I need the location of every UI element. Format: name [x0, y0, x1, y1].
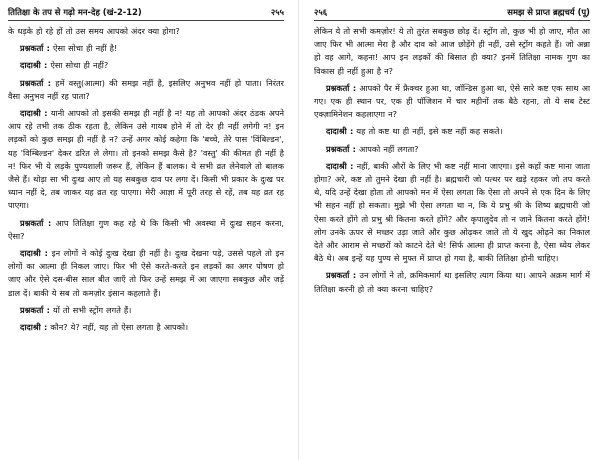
paragraph	[314, 143, 590, 156]
paragraph-text: यों तो सभी स्ट्रोंग लगते हैं।	[49, 304, 132, 315]
left-page-body	[8, 25, 284, 334]
paragraph-text: नहीं, बाकी औरों के लिए भी कष्ट नहीं माना जाएगा। इसे कहाँ कष्ट माना जाता होगा? अरे, कष्ट तो तुमने देखा ही नहीं है। ब्रह्मचारी जो पत्थर पर खड़े रहकर जो तप करते थे, यदि उन्हें देखा होता तो आपको मन में ऐसा लगता कि ऐसा तो अपने से एक दिन के लिए भी सहन नहीं हो सकता। मुझे भी ऐसा लगता था न, कि ये प्रभु श्री के शिष्य ब्रह्मचारी जो ऐसा करते होंगे तो प्रभु श्री कितना करते होंगे? और कृपालुदेव तो न जाने कितना करते होंगे! लोग उनके ऊपर से मच्छर उड़ा जाते और कुछ ओढ़कर जाते तो ये खुद ओढ़ने का निकाल देते और आराम से मच्छरों को काटने देते थे! सिर्फ आत्मा ही प्राप्त करना है, ऐसा ध्येय लेकर बैठे थे। अब इन्हें यह पुण्य से मुफ्त में प्राप्त हो गया है, बाकी तितिक्षा होनी चाहिए।	[314, 160, 590, 264]
paragraph	[314, 160, 590, 266]
paragraph-text: हमें वस्तु(आत्मा) की समझ नहीं है, इसलिए अनुभव नहीं हो पाता। निरंतर वैसा अनुभव नहीं रह पाता?	[8, 77, 284, 101]
speaker-label: प्रश्नकर्ता :	[20, 217, 52, 228]
speaker-label: दादाश्री :	[326, 126, 354, 137]
paragraph	[8, 25, 284, 38]
paragraph	[8, 321, 284, 334]
speaker-label: प्रश्नकर्ता :	[326, 82, 357, 93]
page-gutter	[298, 0, 299, 460]
left-page-number: २५५	[270, 7, 284, 17]
paragraph	[314, 269, 590, 295]
paragraph	[8, 107, 284, 213]
speaker-label: दादाश्री :	[326, 160, 354, 171]
speaker-label: प्रश्नकर्ता :	[326, 270, 357, 281]
right-page-title: समझ से प्राप्त ब्रह्मचर्य (पू)	[507, 7, 590, 17]
right-page-number: २५६	[314, 7, 328, 17]
speaker-label: दादाश्री :	[20, 248, 48, 259]
speaker-label: प्रश्नकर्ता :	[20, 43, 50, 54]
paragraph	[8, 77, 284, 103]
paragraph-text: के धड़के हो रहे हों तो उस समय आपको अंदर क्या होगा?	[8, 26, 180, 36]
paragraph-text: यानी आपको तो इसकी समझ ही नहीं है न! यह तो आपको अंदर ठंडक अपने आप रहे तभी तक ठीक रहता है, लेकिन उसे गायब होने में तो देर ही नहीं लगेगी न! इन लड़कों को कुछ समझ ही नहीं है न? उन्हें अगर कोई कहेगा कि 'बच्चे, तेरे पास 'विंबिल्डन', यह 'विम्बिल्डन' देकर डरित ले लेगा। तो इनको समझ कैसे है? 'वस्तु' की कीमत ही नहीं है न! फिर भी ये लड़के पुण्यशाली जरूर हैं, लेकिन हैं बालक। ये सभी व्रत लेनेवाले तो बालक जैसे हैं। थोड़ा सा भी दुःख आए तो यह सबकुछ दाव पर लगा दें। किसी भी प्रकार के दुःख पर ध्यान नहीं दे, तब जाकर यह व्रत रह पाएगा। मेरी आज्ञा में पूरी तरह से रहें, तब यह व्रत रह पाएगा।	[8, 108, 284, 211]
speaker-label: प्रश्नकर्ता :	[20, 77, 52, 88]
paragraph-text: लेकिन ये तो सभी कमज़ोर! ये तो तुरंत सबकुछ छोड़ दें। स्ट्रोंग तो, कुछ भी हो जाए, मौत आ जाए फिर भी आत्मा मेरा है और दाव को आज छोड़ेंगे ही नहीं, उसे स्ट्रोंग कहते हैं। जो अन्ना हो वह आगे, कहना! आप इन लड़कों की बिसात ही क्या? इनमें तितिक्षा नामक गुण का विकास ही नहीं हुआ है न?	[314, 26, 590, 76]
paragraph	[8, 59, 284, 72]
paragraph-text: उन लोगों ने तो, क्रमिकमार्ग था इसलिए त्याग किया था। आपने अक्रम मार्ग में तितिक्षा करनी हो तो क्या करना चाहिए?	[314, 270, 591, 294]
paragraph	[8, 42, 284, 55]
paragraph-text: ऐसा सोचा ही नहीं है!	[49, 43, 118, 54]
paragraph-text: आपको पैर में फ्रैक्चर हुआ था, जॉन्डिस हुआ था, ऐसे सारे कष्ट एक साथ आ गए। एक ही स्थान पर, एक ही पॉजिशन में चार महीनों तक बैठे रहना, तो ये सब टेस्ट एक्ज़ामिनेशन कहलाएगा न?	[314, 82, 590, 120]
paragraph	[8, 247, 284, 300]
paragraph-text: कौन? ये? नहीं, यह तो ऐसा लगता है आपको।	[47, 322, 189, 333]
paragraph	[8, 304, 284, 317]
paragraph	[8, 217, 284, 243]
right-page-header	[314, 6, 590, 21]
right-page	[308, 0, 594, 460]
paragraph-text: यह तो कष्ट था ही नहीं, इसे कष्ट नहीं कह सकते।	[353, 126, 503, 137]
paragraph	[314, 125, 590, 138]
left-page	[4, 0, 290, 460]
speaker-label: दादाश्री :	[20, 60, 48, 71]
left-page-header	[8, 6, 284, 21]
paragraph-text: आपको नहीं लगता?	[355, 143, 419, 154]
right-page-body	[314, 25, 590, 296]
speaker-label: दादाश्री :	[20, 108, 48, 119]
paragraph-text: ऐसा सोचा ही नहीं?	[47, 60, 109, 71]
paragraph	[314, 82, 590, 122]
speaker-label: प्रश्नकर्ता :	[20, 304, 50, 315]
paragraph	[314, 25, 590, 78]
speaker-label: दादाश्री :	[20, 322, 48, 333]
paragraph-text: आप तितिक्षा गुण कह रहे थे कि किसी भी अवस्था में दुःख सहन करना, ऐसा?	[8, 217, 284, 241]
speaker-label: प्रश्नकर्ता :	[326, 143, 356, 154]
paragraph-text: इन लोगों ने कोई दुःख देखा ही नहीं है। दुःख देखना पड़े, उससे पहले तो इन लोगों का आत्मा ही निकल जाए। फिर भी ऐसे करते-करते इन लड़कों का अगर पोषण हो जाए और ऐसे दस-बीस साल बीत जाएँ तो फिर उन्हें समझ में आ जाएगा सबकुछ और जड़ें डाल दें। बाकी ये सब तो कमज़ोर इंसान कहलाते हैं।	[8, 248, 284, 298]
left-page-title: तितिक्षा के तप से गढ़ो मन-देह (खं-2-12)	[8, 7, 142, 17]
